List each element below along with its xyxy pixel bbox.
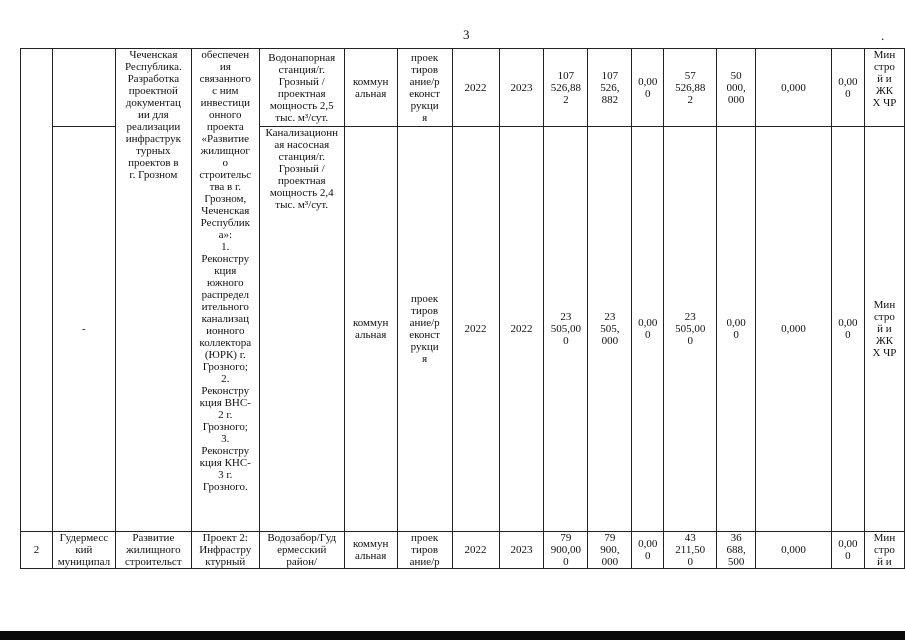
cell-work-type bbox=[397, 127, 452, 532]
table-row bbox=[21, 49, 905, 127]
cell-line: 0,00 bbox=[838, 317, 858, 329]
cell-object bbox=[259, 127, 344, 532]
cell-line: ии для bbox=[138, 109, 169, 121]
cell-line: 23 bbox=[684, 311, 696, 323]
cell-line: Чеченская bbox=[129, 49, 178, 61]
cell-municipality: - bbox=[52, 127, 115, 532]
cell-line: 23 bbox=[560, 311, 572, 323]
cell-line: Реконстру bbox=[201, 445, 250, 457]
cell-line: 2 г. bbox=[218, 409, 233, 421]
cell-line: 2 bbox=[687, 93, 693, 106]
cell-line: Гудермесс bbox=[59, 532, 109, 544]
cell-line: 526, bbox=[600, 81, 620, 94]
cell-line: коммун bbox=[352, 317, 389, 329]
cell-start-year: 2022 bbox=[452, 49, 499, 127]
cell-c2: 0,000 bbox=[756, 532, 832, 569]
cell-ownership bbox=[344, 49, 397, 127]
cell-line: 900,00 bbox=[550, 544, 582, 556]
cell-line: 0,00 bbox=[638, 75, 658, 88]
cell-loan bbox=[588, 127, 632, 532]
cell-line: стро bbox=[874, 544, 895, 556]
cell-2022 bbox=[664, 49, 717, 127]
cell-line: 0,00 bbox=[726, 317, 746, 329]
cell-line: Чеченская bbox=[201, 205, 250, 217]
cell-total bbox=[544, 127, 588, 532]
cell-line: 000, bbox=[726, 81, 746, 94]
cell-line: 79 bbox=[604, 532, 616, 544]
cell-line: й и bbox=[877, 556, 892, 568]
cell-line: проекта bbox=[206, 121, 244, 133]
cell-line: станция/г. bbox=[278, 151, 325, 163]
cell-line: Разработка bbox=[127, 73, 180, 85]
cell-no: 2 bbox=[21, 532, 53, 569]
cell-line: стро bbox=[874, 61, 895, 73]
cell-line: 0 bbox=[845, 550, 851, 562]
cell-line: й и bbox=[877, 323, 892, 335]
cell-line: ительного bbox=[201, 301, 249, 313]
table-row bbox=[21, 532, 905, 569]
cell-line: Грозный / bbox=[278, 75, 325, 88]
cell-line: тиров bbox=[411, 544, 439, 556]
cell-2022 bbox=[664, 532, 717, 569]
cell-line: 900, bbox=[600, 544, 620, 556]
cell-end-year: 2023 bbox=[499, 532, 544, 569]
cell-line: альная bbox=[355, 87, 387, 100]
cell-c1 bbox=[632, 127, 664, 532]
cell-line: Водозабор/Гуд bbox=[267, 532, 337, 544]
cell-line: 107 bbox=[601, 69, 619, 82]
cell-line: Грозный / bbox=[278, 163, 325, 175]
cell-municipality bbox=[52, 49, 115, 127]
cell-line: Реконстру bbox=[201, 385, 250, 397]
cell-line: строительст bbox=[125, 556, 182, 568]
cell-line: Реконстру bbox=[201, 253, 250, 265]
cell-line: ая насосная bbox=[274, 139, 330, 151]
cell-line: проектов в bbox=[128, 157, 179, 169]
cell-total bbox=[544, 49, 588, 127]
cell-line: Грозного. bbox=[202, 481, 248, 493]
cell-line: 0 bbox=[563, 335, 569, 347]
cell-line: 0,00 bbox=[638, 538, 658, 550]
cell-line: Мин bbox=[873, 532, 896, 544]
cell-line: с ним bbox=[212, 85, 239, 97]
cell-line: Водонапорная bbox=[268, 51, 336, 64]
cell-line: рукци bbox=[410, 99, 439, 112]
cell-line: кий bbox=[75, 544, 93, 556]
cell-line: кция bbox=[214, 265, 237, 277]
cell-line: 000 bbox=[601, 335, 619, 347]
cell-line: ия bbox=[219, 61, 231, 73]
cell-line: район/ bbox=[286, 556, 318, 568]
cell-line: коллектора bbox=[199, 337, 252, 349]
cell-line: кция ВНС- bbox=[199, 397, 251, 409]
cell-line: 505,00 bbox=[675, 323, 706, 335]
cell-line: 526,88 bbox=[675, 81, 706, 94]
cell-line: канализац bbox=[201, 313, 249, 325]
cell-c1 bbox=[632, 532, 664, 569]
cell-line: реализации bbox=[126, 121, 181, 133]
cell-line: а»: bbox=[218, 229, 233, 241]
cell-2023 bbox=[717, 49, 756, 127]
cell-line: 211,50 bbox=[675, 544, 706, 556]
cell-line: 526,88 bbox=[550, 81, 582, 94]
cell-no bbox=[21, 49, 53, 532]
cell-line: 505,00 bbox=[550, 323, 582, 335]
cell-ownership bbox=[344, 532, 397, 569]
cell-line: южного bbox=[206, 277, 244, 289]
cell-line: ЖК bbox=[875, 335, 894, 347]
cell-line: инфраструк bbox=[125, 133, 181, 145]
cell-line: 0,00 bbox=[838, 75, 858, 88]
cell-line: Х ЧР bbox=[872, 97, 897, 109]
cell-responsible bbox=[864, 532, 904, 569]
cell-line: 0 bbox=[687, 556, 693, 568]
cell-line: проек bbox=[410, 293, 439, 305]
cell-line: я bbox=[422, 111, 428, 124]
cell-start-year: 2022 bbox=[452, 532, 499, 569]
cell-line: Республик bbox=[200, 217, 250, 229]
cell-ownership bbox=[344, 127, 397, 532]
cell-line: коммун bbox=[352, 538, 389, 550]
cell-line: обеспечен bbox=[201, 49, 250, 61]
cell-line: Грозного; bbox=[202, 361, 248, 373]
cell-line: проектной bbox=[128, 85, 178, 97]
cell-line: ермесский bbox=[277, 544, 327, 556]
cell-line: жилищног bbox=[200, 145, 250, 157]
cell-line: ЖК bbox=[875, 85, 894, 97]
cell-line: «Развитие bbox=[201, 133, 250, 145]
cell-line: 0 bbox=[845, 329, 851, 341]
cell-line: 0 bbox=[687, 335, 693, 347]
cell-line: 2. bbox=[221, 373, 230, 385]
cell-line: 500 bbox=[727, 556, 745, 568]
cell-c1 bbox=[632, 49, 664, 127]
cell-line: г. Грозном bbox=[129, 169, 178, 181]
cell-responsible bbox=[864, 49, 904, 127]
cell-c3 bbox=[831, 127, 864, 532]
cell-line: альная bbox=[355, 550, 387, 562]
corner-mark: . bbox=[881, 28, 885, 43]
cell-2023 bbox=[717, 532, 756, 569]
cell-line: жилищного bbox=[126, 544, 181, 556]
cell-line: тыс. м³/сут. bbox=[275, 111, 329, 124]
cell-measure bbox=[191, 49, 259, 532]
cell-line: Мин bbox=[873, 299, 896, 311]
cell-line: 23 bbox=[604, 311, 616, 323]
cell-line: еконст bbox=[409, 87, 440, 100]
cell-line: Мин bbox=[873, 49, 896, 61]
cell-line: 107 bbox=[557, 69, 575, 82]
cell-line: муниципал bbox=[57, 556, 111, 568]
cell-line: 882 bbox=[601, 93, 619, 106]
cell-line: 0 bbox=[645, 550, 651, 562]
cell-start-year: 2022 bbox=[452, 127, 499, 532]
cell-line: й и bbox=[877, 73, 892, 85]
cell-object bbox=[259, 532, 344, 569]
cell-line: 000 bbox=[727, 93, 745, 106]
cell-line: ание/р bbox=[409, 317, 440, 329]
cell-line: 0 bbox=[645, 329, 651, 341]
cell-2022 bbox=[664, 127, 717, 532]
cell-line: я bbox=[422, 353, 428, 365]
cell-line: распредел bbox=[201, 289, 249, 301]
cell-responsible bbox=[864, 127, 904, 532]
cell-loan bbox=[588, 49, 632, 127]
cell-work-type bbox=[397, 49, 452, 127]
cell-end-year: 2022 bbox=[499, 127, 544, 532]
cell-line: мощность 2,4 bbox=[269, 187, 334, 199]
cell-line: коммун bbox=[352, 75, 389, 88]
cell-line: альная bbox=[355, 329, 387, 341]
cell-objective bbox=[115, 49, 191, 532]
cell-line: станция/г. bbox=[278, 63, 325, 76]
cell-line: 50 bbox=[730, 69, 742, 82]
cell-line: Проект 2: bbox=[202, 532, 248, 544]
cell-line: ание/р bbox=[409, 75, 440, 88]
cell-line: 688, bbox=[726, 544, 746, 556]
cell-line: Инфрастру bbox=[199, 544, 252, 556]
cell-line: стро bbox=[874, 311, 895, 323]
cell-line: Развитие bbox=[132, 532, 175, 544]
cell-line: Грозном, bbox=[204, 193, 247, 205]
cell-c3 bbox=[831, 532, 864, 569]
cell-line: связанного bbox=[199, 73, 251, 85]
cell-line: 0,00 bbox=[838, 538, 858, 550]
cell-line: 57 bbox=[684, 69, 696, 82]
cell-objective bbox=[115, 532, 191, 569]
cell-line: 0 bbox=[733, 329, 739, 341]
cell-line: ионного bbox=[206, 325, 245, 337]
cell-line: турных bbox=[136, 145, 171, 157]
scan-bottom-edge bbox=[0, 631, 905, 640]
cell-line: Грозного; bbox=[202, 421, 248, 433]
cell-line: 3 г. bbox=[218, 469, 233, 481]
cell-work-type bbox=[397, 532, 452, 569]
cell-line: 1. bbox=[221, 241, 230, 253]
cell-c2: 0,000 bbox=[756, 49, 832, 127]
cell-line: проектная bbox=[277, 175, 326, 187]
cell-line: еконст bbox=[409, 329, 440, 341]
budget-table bbox=[20, 48, 905, 569]
cell-line: проектная bbox=[277, 87, 326, 100]
cell-line: онного bbox=[209, 109, 242, 121]
cell-line: ктурный bbox=[205, 556, 246, 568]
cell-line: проек bbox=[410, 51, 439, 64]
cell-line: тиров bbox=[411, 63, 439, 76]
cell-line: 43 bbox=[684, 532, 696, 544]
cell-line: 505, bbox=[600, 323, 620, 335]
cell-line: ание/р bbox=[409, 556, 440, 568]
cell-loan bbox=[588, 532, 632, 569]
cell-line: 0,00 bbox=[638, 317, 658, 329]
cell-line: о bbox=[222, 157, 229, 169]
cell-line: 0 bbox=[845, 87, 851, 100]
cell-line: проек bbox=[410, 532, 439, 544]
cell-2023 bbox=[717, 127, 756, 532]
cell-line: строительс bbox=[199, 169, 252, 181]
cell-line: 000 bbox=[601, 556, 619, 568]
cell-line: Канализационн bbox=[265, 127, 339, 139]
cell-line: Х ЧР bbox=[872, 347, 897, 359]
cell-line: (ЮРК) г. bbox=[204, 349, 246, 361]
cell-object bbox=[259, 49, 344, 127]
cell-line: Республика. bbox=[124, 61, 182, 73]
cell-line: 36 bbox=[730, 532, 742, 544]
cell-measure bbox=[191, 532, 259, 569]
cell-c3 bbox=[831, 49, 864, 127]
cell-line: 2 bbox=[563, 93, 569, 106]
cell-line: 79 bbox=[560, 532, 572, 544]
cell-line: тиров bbox=[411, 305, 439, 317]
cell-line: тыс. м³/сут. bbox=[275, 199, 329, 211]
cell-line: 3. bbox=[221, 433, 230, 445]
cell-line: 0 bbox=[563, 556, 569, 568]
cell-municipality bbox=[52, 532, 115, 569]
cell-line: инвестици bbox=[200, 97, 250, 109]
cell-line: рукци bbox=[410, 341, 439, 353]
page-number: 3 bbox=[463, 27, 470, 42]
cell-line: кция КНС- bbox=[199, 457, 251, 469]
cell-line: документац bbox=[125, 97, 181, 109]
cell-line: тва в г. bbox=[209, 181, 242, 193]
cell-total bbox=[544, 532, 588, 569]
cell-line: 0 bbox=[645, 87, 651, 100]
cell-line: мощность 2,5 bbox=[269, 99, 334, 112]
cell-end-year: 2023 bbox=[499, 49, 544, 127]
cell-c2: 0,000 bbox=[756, 127, 832, 532]
